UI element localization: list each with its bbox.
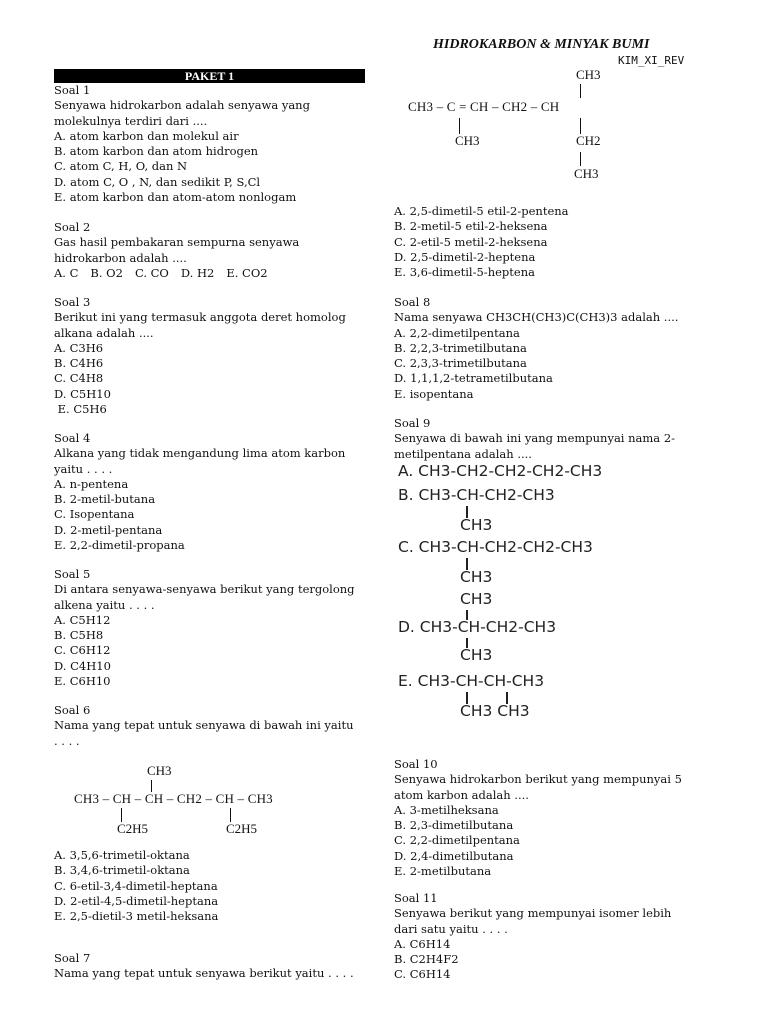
option-b: B. C2H4F2 <box>394 952 459 967</box>
structure-main-chain: CH3 – C = CH – CH2 – CH <box>408 99 560 114</box>
option-c: C. C6H12 <box>54 643 111 658</box>
option-a: A. atom karbon dan molekul air <box>54 128 239 143</box>
structure-main-chain: CH3 – CH – CH – CH2 – CH – CH3 <box>74 791 273 806</box>
bond-line <box>580 118 581 134</box>
question-text: Senyawa hidrokarbon berikut yang mempunyai 5 atom karbon adalah .... <box>394 772 682 802</box>
document-code: KIM_XI_REV <box>618 54 685 67</box>
option-a: A. C5H12 <box>54 612 111 627</box>
question-7-options <box>394 204 569 280</box>
question-3 <box>54 295 346 417</box>
option-e: E. CH3-CH-CH-CH3 <box>398 672 545 690</box>
option-c: C. atom C, H, O, dan N <box>54 159 188 174</box>
option-a: A. CH3-CH2-CH2-CH2-CH3 <box>398 462 603 480</box>
question-5 <box>54 567 355 689</box>
option-d-top-group: CH3 <box>460 590 493 608</box>
question-title: Soal 5 <box>54 567 91 581</box>
option-d: D. 2-metil-pentana <box>54 522 163 537</box>
option-e: E. CO2 <box>226 265 268 280</box>
option-b: B. 2-metil-butana <box>54 492 156 507</box>
option-d: D. 1,1,1,2-tetrametilbutana <box>394 371 553 386</box>
option-c: C. 6-etil-3,4-dimetil-heptana <box>54 878 218 893</box>
structure-substituent: C2H5 <box>226 821 258 836</box>
option-row <box>54 266 299 281</box>
soal9-structures <box>398 460 628 725</box>
question-title: Soal 4 <box>54 431 91 445</box>
option-d: D. 2,4-dimetilbutana <box>394 848 514 863</box>
structure-top-group: CH3 <box>147 763 172 778</box>
option-a: A. C3H6 <box>54 340 104 355</box>
question-text: Senyawa berikut yang mempunyai isomer lebih dari satu yaitu . . . . <box>394 906 672 936</box>
option-a: A. 2,2-dimetilpentana <box>394 325 520 340</box>
option-b: B. atom karbon dan atom hidrogen <box>54 144 259 159</box>
structure-top-group: CH3 <box>576 67 601 82</box>
option-c: C. 2-etil-5 metil-2-heksena <box>394 234 548 249</box>
option-d: D. H2 <box>180 265 215 280</box>
option-b: B. 2-metil-5 etil-2-heksena <box>394 219 548 234</box>
question-text: Senyawa hidrokarbon adalah senyawa yang molekulnya terdiri dari .... <box>54 98 310 128</box>
question-6 <box>54 703 353 749</box>
question-title: Soal 11 <box>394 891 438 905</box>
option-d: D. C5H10 <box>54 386 111 401</box>
option-c: C. 2,3,3-trimetilbutana <box>394 356 527 371</box>
option-a: A. 3-metilheksana <box>394 802 499 817</box>
option-b: B. 2,2,3-trimetilbutana <box>394 340 527 355</box>
option-b: B. 3,4,6-trimetil-oktana <box>54 863 190 878</box>
option-e: E. 2,2-dimetil-propana <box>54 538 185 553</box>
question-text: Di antara senyawa-senyawa berikut yang tergolong alkena yaitu . . . . <box>54 582 355 612</box>
question-7 <box>54 951 354 982</box>
option-b: B. C5H8 <box>54 628 104 643</box>
question-title: Soal 6 <box>54 703 91 717</box>
question-title: Soal 8 <box>394 295 431 309</box>
question-6-options <box>54 848 218 924</box>
structure-substituent: CH3 <box>574 166 599 181</box>
question-title: Soal 7 <box>54 951 91 965</box>
soal6-structure <box>74 760 304 840</box>
paket-banner: PAKET 1 <box>54 69 365 83</box>
bond-line <box>580 152 581 166</box>
option-c: C. Isopentana <box>54 507 135 522</box>
option-c: C. C4H8 <box>54 371 104 386</box>
option-e: E. C5H6 <box>54 402 107 417</box>
question-8 <box>394 295 678 402</box>
option-a: A. 2,5-dimetil-5 etil-2-pentena <box>394 204 569 218</box>
option-e: E. C6H10 <box>54 674 111 689</box>
question-1 <box>54 83 310 205</box>
question-10 <box>394 757 682 879</box>
option-c: C. C6H14 <box>394 967 451 982</box>
option-b: B. C4H6 <box>54 356 104 371</box>
question-text: Berikut ini yang termasuk anggota deret homolog alkana adalah .... <box>54 310 346 340</box>
option-b-substituent: CH3 <box>460 516 493 534</box>
bond-line <box>459 118 460 134</box>
option-a: A. n-pentena <box>54 476 129 491</box>
option-e: E. isopentana <box>394 386 474 401</box>
question-title: Soal 3 <box>54 295 91 309</box>
question-title: Soal 9 <box>394 416 431 430</box>
question-title: Soal 10 <box>394 757 438 771</box>
option-e: E. 2-metilbutana <box>394 864 492 879</box>
option-a: A. 3,5,6-trimetil-oktana <box>54 848 190 862</box>
question-11 <box>394 891 671 983</box>
structure-substituent: C2H5 <box>117 821 149 836</box>
option-b: B. CH3-CH-CH2-CH3 <box>398 486 555 504</box>
option-e: E. 3,6-dimetil-5-heptena <box>394 265 535 280</box>
question-9 <box>394 416 675 462</box>
question-text: Alkana yang tidak mengandung lima atom karbon yaitu . . . . <box>54 446 346 476</box>
option-c: C. CH3-CH-CH2-CH2-CH3 <box>398 538 593 556</box>
question-text: Gas hasil pembakaran sempurna senyawa hidrokarbon adalah .... <box>54 235 300 265</box>
option-a: A. C6H14 <box>394 936 451 951</box>
structure-substituent: CH3 <box>455 133 480 148</box>
bond-line <box>230 808 231 822</box>
option-b: B. 2,3-dimetilbutana <box>394 818 514 833</box>
option-d: D. 2,5-dimetil-2-heptena <box>394 249 536 264</box>
option-c: C. CO <box>134 265 169 280</box>
option-e: E. atom karbon dan atom-atom nonlogam <box>54 190 297 205</box>
option-b: B. O2 <box>90 265 123 280</box>
option-d: D. atom C, O , N, dan sedikit P, S,Cl <box>54 174 261 189</box>
structure-substituent: CH2 <box>576 133 601 148</box>
option-d: D. 2-etil-4,5-dimetil-heptana <box>54 893 219 908</box>
question-title: Soal 1 <box>54 83 91 97</box>
option-a: A. C <box>54 265 79 280</box>
question-text: Nama yang tepat untuk senyawa di bawah ini yaitu . . . . <box>54 718 354 748</box>
document-title: HIDROKARBON & MINYAK BUMI <box>433 37 650 52</box>
option-e: E. 2,5-dietil-3 metil-heksana <box>54 909 219 924</box>
option-d: D. C4H10 <box>54 658 111 673</box>
option-c: C. 2,2-dimetilpentana <box>394 833 520 848</box>
bond-line <box>580 84 581 98</box>
soal7-structure <box>408 66 618 190</box>
question-text: Nama senyawa CH3CH(CH3)C(CH3)3 adalah .... <box>394 310 679 325</box>
bond-line <box>121 808 122 822</box>
question-2 <box>54 220 299 281</box>
question-4 <box>54 431 345 553</box>
option-c-substituent: CH3 <box>460 568 493 586</box>
question-text: Nama yang tepat untuk senyawa berikut yaitu . . . . <box>54 966 354 981</box>
option-d: D. CH3-CH-CH2-CH3 <box>398 618 557 636</box>
option-e-substituent: CH3 CH3 <box>460 702 530 720</box>
option-d-substituent: CH3 <box>460 646 493 664</box>
question-text: Senyawa di bawah ini yang mempunyai nama 2- metilpentana adalah .... <box>394 431 676 461</box>
question-title: Soal 2 <box>54 220 91 234</box>
